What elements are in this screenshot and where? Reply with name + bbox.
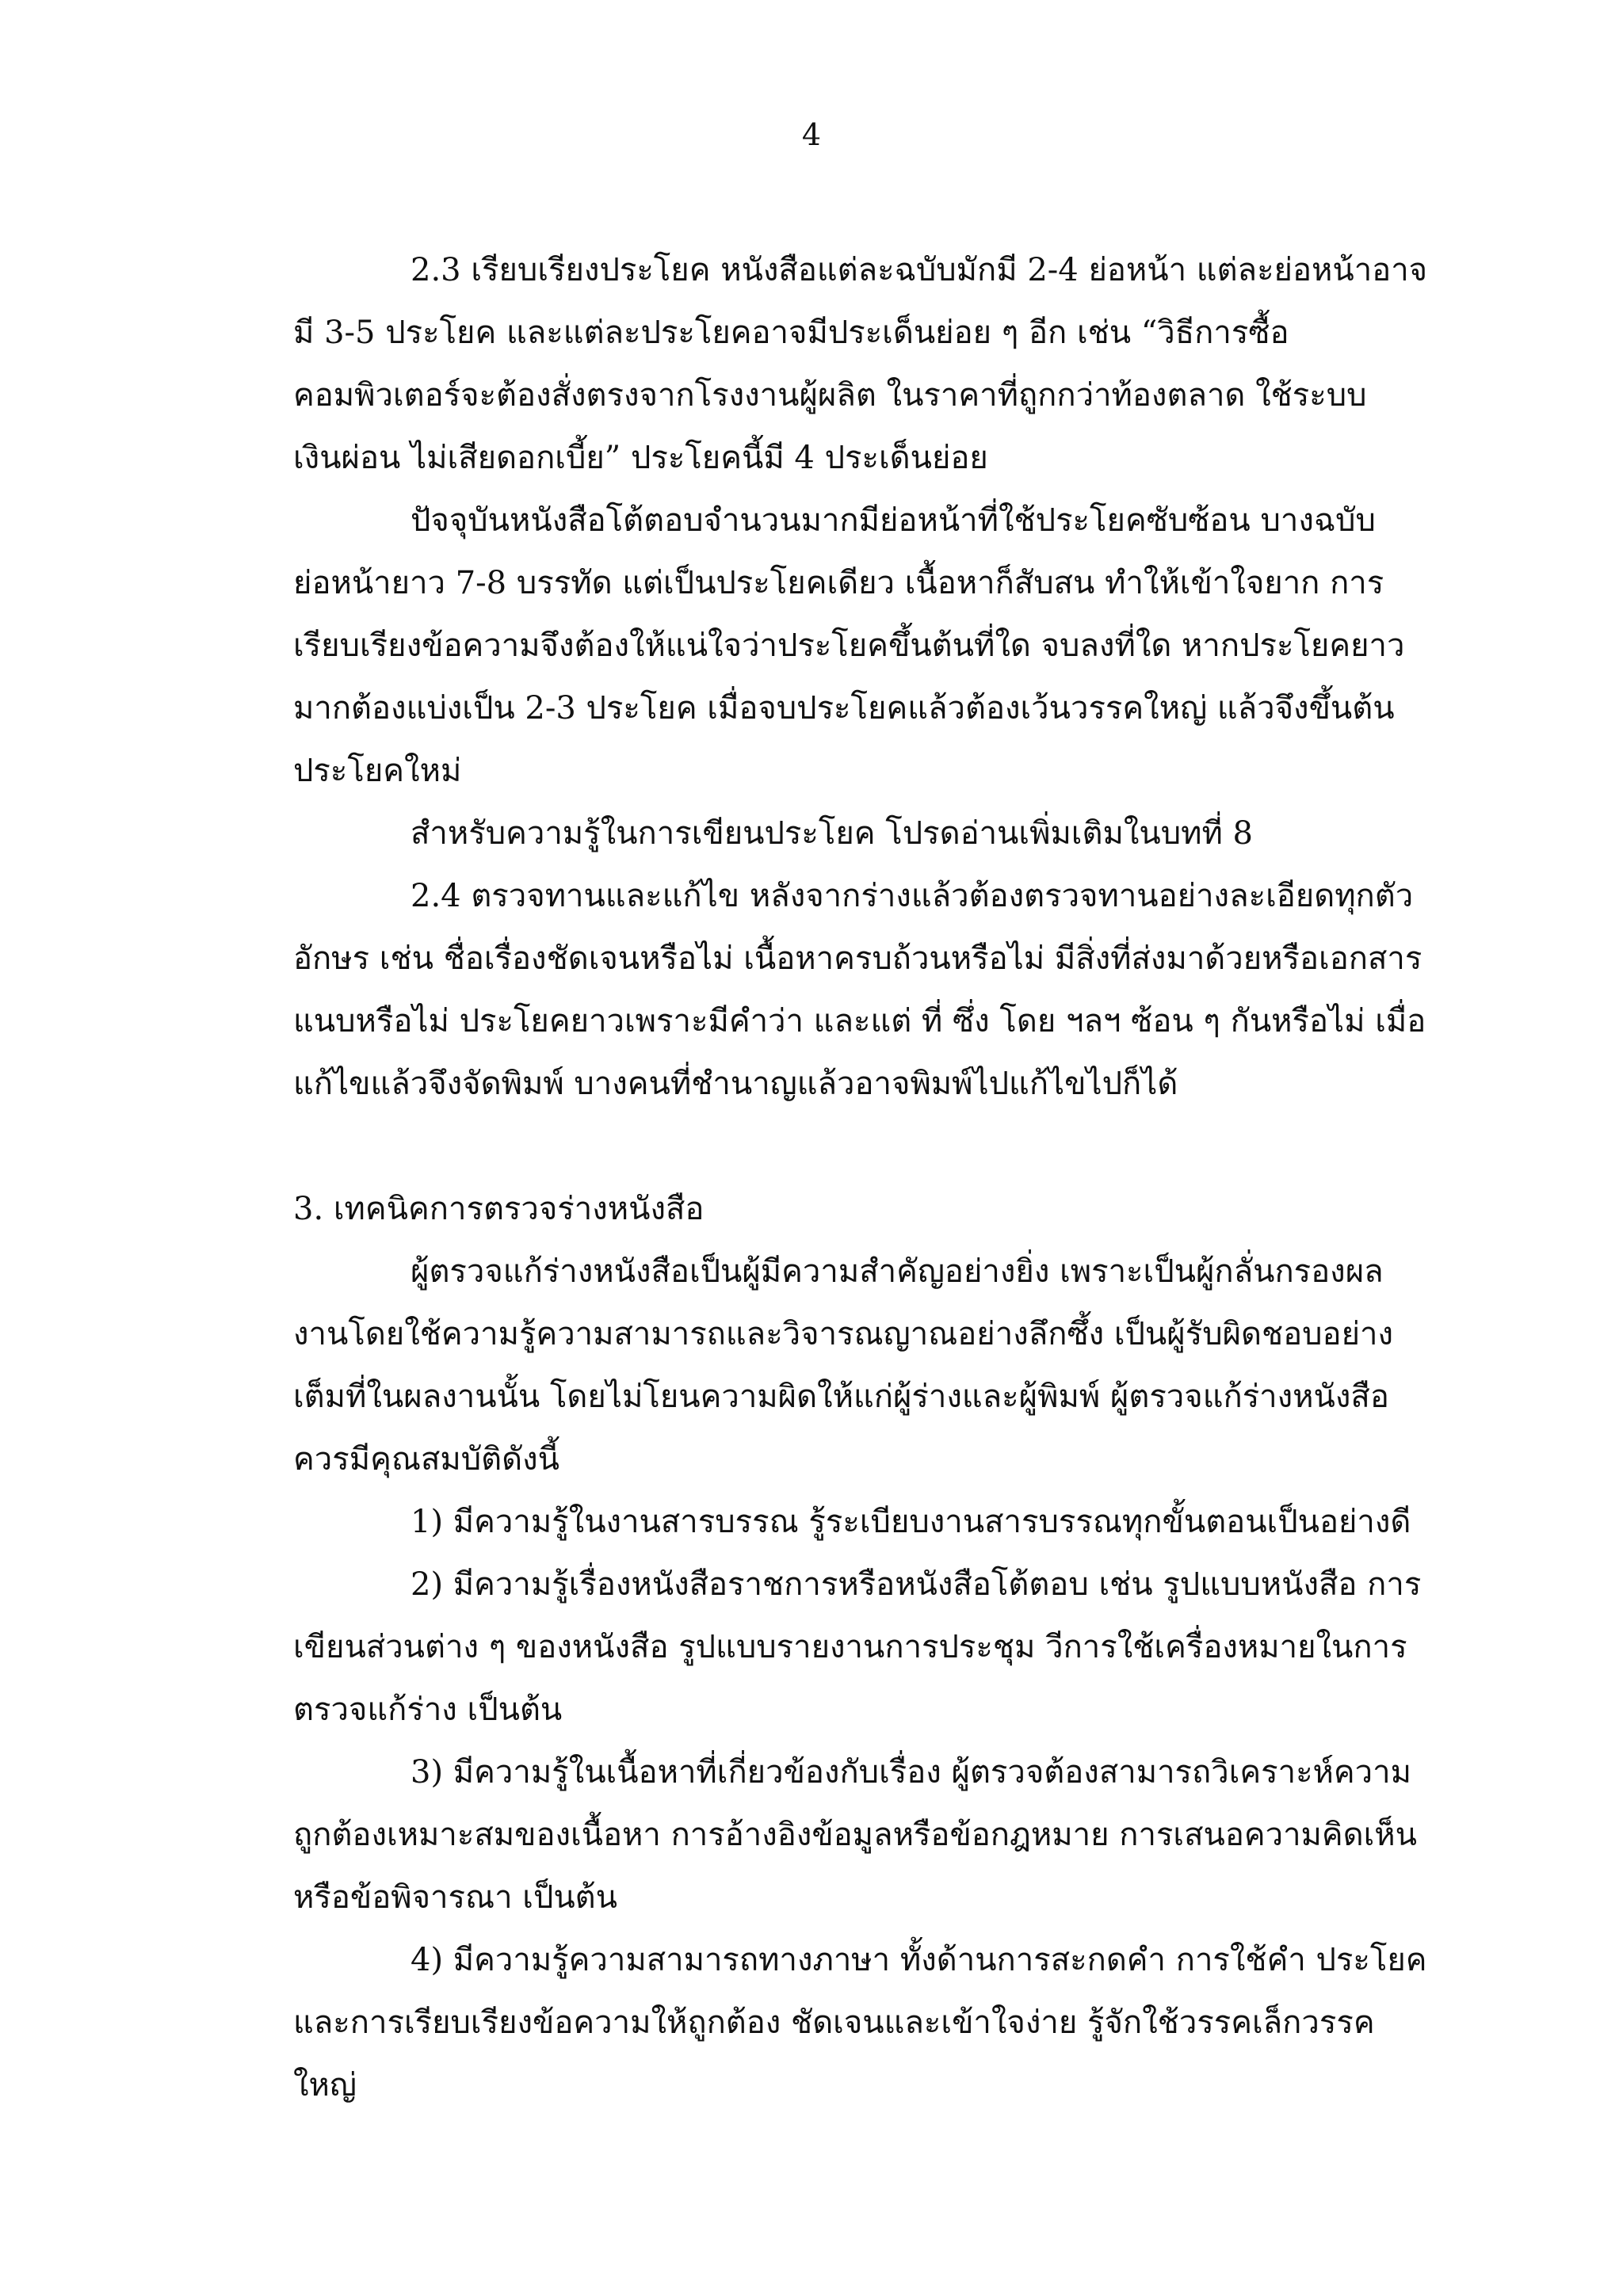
page-body bbox=[293, 239, 1434, 2117]
page-number: 4 bbox=[801, 117, 822, 152]
paragraph-reviewer-role: ผู้ตรวจแก้ร่างหนังสือเป็นผู้มีความสำคัญอย่างยิ่ง เพราะเป็นผู้กลั่นกรองผลงานโดยใช้ความรู้ความสามารถและวิจารณญาณอย่างลึกซึ้ง เป็นผู้รับผิดชอบอย่างเต็มที่ในผลงานนั้น โดยไม่โยนความผิดให้แก่ผู้ร่างและผู้พิมพ์ ผู้ตรวจแก้ร่างหนังสือควรมีคุณสมบัติดังนี้ bbox=[293, 1253, 1394, 1478]
list-item-2: 2) มีความรู้เรื่องหนังสือราชการหรือหนังสือโต้ตอบ เช่น รูปแบบหนังสือ การเขียนส่วนต่าง ๆ ของหนังสือ รูปแบบรายงานการประชุม วีการใช้เครื่องหมายในการตรวจแก้ร่าง เป็นต้น bbox=[293, 1566, 1422, 1728]
list-item-3: 3) มีความรู้ในเนื้อหาที่เกี่ยวข้องกับเรื่อง ผู้ตรวจต้องสามารถวิเคราะห์ความถูกต้องเหมาะสมของเนื้อหา การอ้างอิงข้อมูลหรือข้อกฎหมาย การเสนอความคิดเห็นหรือข้อพิจารณา เป็นต้น bbox=[293, 1754, 1418, 1916]
list-item-1: 1) มีความรู้ในงานสารบรรณ รู้ระเบียบงานสารบรรณทุกขั้นตอนเป็นอย่างดี bbox=[411, 1504, 1411, 1540]
paragraph-reference-chapter-8: สำหรับความรู้ในการเขียนประโยค โปรดอ่านเพิ่มเติมในบทที่ 8 bbox=[411, 815, 1253, 852]
paragraph-2-3: 2.3 เรียบเรียงประโยค หนังสือแต่ละฉบับมักมี 2-4 ย่อหน้า แต่ละย่อหน้าอาจมี 3-5 ประโยค และแต่ละประโยคอาจมีประเด็นย่อย ๆ อีก เช่น “วิธีการซื้อคอมพิวเตอร์จะต้องสั่งตรงจากโรงงานผู้ผลิต ในราคาที่ถูกกว่าท้องตลาด ใช้ระบบเงินผ่อน ไม่เสียดอกเบี้ย” ประโยคนี้มี 4 ประเด็นย่อย bbox=[293, 252, 1428, 476]
list-item-4: 4) มีความรู้ความสามารถทางภาษา ทั้งด้านการสะกดคำ การใช้คำ ประโยค และการเรียบเรียงข้อความให้ถูกต้อง ชัดเจนและเข้าใจง่าย รู้จักใช้วรรคเล็กวรรคใหญ่ bbox=[293, 1942, 1427, 2103]
paragraph-complex-sentences: ปัจจุบันหนังสือโต้ตอบจำนวนมากมีย่อหน้าที่ใช้ประโยคซับซ้อน บางฉบับย่อหน้ายาว 7-8 บรรทัด แต่เป็นประโยคเดียว เนื้อหาก็สับสน ทำให้เข้าใจยาก การเรียบเรียงข้อความจึงต้องให้แน่ใจว่าประโยคขึ้นต้นที่ใด จบลงที่ใด หากประโยคยาวมากต้องแบ่งเป็น 2-3 ประโยค เมื่อจบประโยคแล้วต้องเว้นวรรคใหญ่ แล้วจึงขึ้นต้นประโยคใหม่ bbox=[293, 502, 1405, 789]
section-heading-3: 3. เทคนิคการตรวจร่างหนังสือ bbox=[293, 1191, 705, 1227]
paragraph-2-4: 2.4 ตรวจทานและแก้ไข หลังจากร่างแล้วต้องตรวจทานอย่างละเอียดทุกตัวอักษร เช่น ชื่อเรื่องชัดเจนหรือไม่ เนื้อหาครบถ้วนหรือไม่ มีสิ่งที่ส่งมาด้วยหรือเอกสารแนบหรือไม่ ประโยคยาวเพราะมีคำว่า และแต่ ที่ ซึ่ง โดย ฯลฯ ซ้อน ๆ กันหรือไม่ เมื่อแก้ไขแล้วจึงจัดพิมพ์ บางคนที่ชำนาญแล้วอาจพิมพ์ไปแก้ไขไปก็ได้ bbox=[293, 878, 1426, 1102]
